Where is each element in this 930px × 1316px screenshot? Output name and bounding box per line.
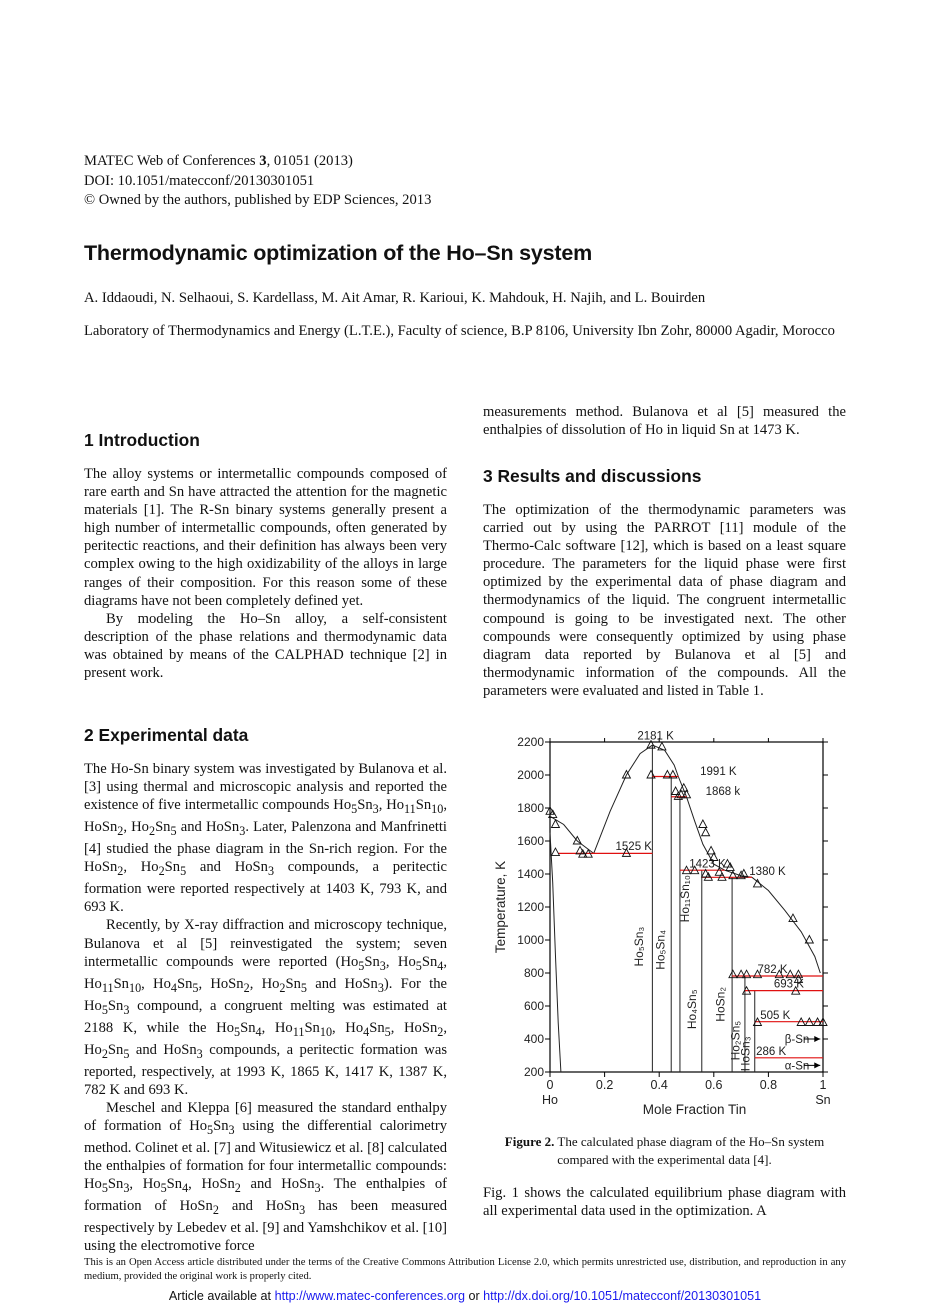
- x-tick-label: 0.8: [759, 1078, 778, 1092]
- arrow-head: [814, 1036, 820, 1042]
- x-end-label: Ho: [542, 1093, 558, 1107]
- paragraph: The optimization of the thermodynamic parameters was carried out by using the PARROT [11] module of the Thermo-Calc software [12], which is based on a least square procedure. The parameters for the liquid phase were first optimized by the experimental data of phase diagram and thermodynamics of the liquid. The congruent intermetallic compound is going to be investigated next. The other compounds were consequently optimized by using phase diagram data reported by Bulanova et al [5] and thermodynamic information of the compounds. All the parameters were evaluated and listed in Table 1.: [483, 502, 846, 699]
- invariant-label: 1868 k: [705, 785, 741, 798]
- phase-label: α-Sn: [784, 1060, 810, 1073]
- x-tick-label: 0.6: [705, 1078, 723, 1092]
- arrow-head: [814, 1062, 820, 1068]
- paragraph: The Ho-Sn binary system was investigated by Bulanova et al. [3] using thermal and microscopic analysis and reported the existence of five intermetallic compounds $Ho_5Sn_3$, $Ho_{11}Sn_{10}$, HoSn$_2$, $Ho_2Sn_5$ and HoSn$_3$. Later, Palenzona and Manfrinetti [4] studied the phase diagram in the Sn-rich region. For the HoSn$_2$, $Ho_2Sn_5$ and HoSn$_3$ compounds, a peritectic formation were reported respectively at 1403 K, 793 K, and 693 K.: [84, 761, 447, 916]
- figure-caption: Figure 2. The calculated phase diagram of the Ho–Sn system compared with the experimental data [4].: [504, 1134, 825, 1167]
- liquidus-curve: [594, 745, 752, 877]
- x-end-label: Sn: [815, 1093, 831, 1107]
- invariant-label: 1525 K: [615, 841, 652, 854]
- invariant-label: 1991 K: [700, 766, 737, 778]
- journal-link[interactable]: http://www.matec-conferences.org: [274, 1289, 465, 1303]
- journal-line: MATEC Web of Conferences 3, 01051 (2013): [84, 153, 353, 169]
- compound-label: HoSn₂: [713, 987, 728, 1022]
- compound-label: HoSn₃: [738, 1036, 753, 1072]
- invariant-label: 505 K: [760, 1009, 791, 1022]
- results-body-continued: [483, 1184, 846, 1220]
- introduction-body: [84, 465, 447, 682]
- y-tick-label: 2200: [517, 735, 544, 749]
- phase-label: β-Sn: [784, 1034, 810, 1046]
- experimental-body: [84, 760, 447, 1255]
- paragraph: Recently, by X-ray diffraction and microscopy technique, Bulanova et al [5] reinvestigated the system; seven intermetallic compounds were reported ($Ho_5Sn_3$, $Ho_5Sn_4$, $Ho_{11}Sn_{10}$, $Ho_4Sn_5$, HoSn$_2$, $Ho_2Sn_5$ and HoSn$_3$). For the $Ho_5Sn_3$ compound, a congruent melting was estimated at 2188 K, while the $Ho_5Sn_4$, $Ho_{11}Sn_{10}$, $Ho_4Sn_5$, HoSn$_2$, $Ho_2Sn_5$ and HoSn$_3$ compounds, a peritectic formation was reported, respectively, at 1993 K, 1865 K, 1417 K, 1387 K, 782 K and 693 K.: [84, 917, 447, 1098]
- paragraph: Fig. 1 shows the calculated equilibrium phase diagram with all experimental data used in the optimization. A: [483, 1185, 846, 1220]
- invariant-label: 2181 K: [637, 730, 674, 743]
- y-tick-label: 400: [523, 1032, 544, 1046]
- section-heading-results: 3 Results and discussions: [483, 466, 702, 486]
- availability-footer: Article available at http://www.matec-conferences.org or http://dx.doi.org/10.1051/matecconf/20130301051: [168, 1289, 762, 1303]
- invariant-label: 693 K: [773, 978, 804, 991]
- results-body: [483, 501, 846, 700]
- y-tick-label: 800: [523, 966, 544, 980]
- x-tick-label: 0.2: [595, 1078, 614, 1092]
- x-axis-label: Mole Fraction Tin: [642, 1102, 747, 1117]
- author-list: A. Iddaoudi, N. Selhaoui, S. Kardellass, M. Ait Amar, R. Karioui, K. Mahdouk, H. Najih, and L. Bouirden: [84, 290, 706, 306]
- compound-label: Ho₁₁Sn₁₀: [678, 875, 693, 923]
- y-tick-label: 1800: [517, 801, 544, 815]
- experimental-point: [699, 820, 707, 828]
- x-tick-label: 1: [819, 1078, 827, 1092]
- y-tick-label: 2000: [517, 768, 544, 782]
- solvus-curve: [550, 833, 561, 1072]
- y-tick-label: 1600: [517, 834, 544, 848]
- paragraph: measurements method. Bulanova et al [5] measured the enthalpies of dissolution of Ho in liquid Sn at 1473 K.: [483, 404, 846, 439]
- y-tick-label: 200: [523, 1065, 544, 1079]
- y-tick-label: 1400: [517, 867, 544, 881]
- x-tick-label: 0: [546, 1078, 554, 1092]
- liquidus-curve: [752, 877, 820, 973]
- compound-label: Ho₅Sn₄: [653, 930, 668, 970]
- compound-label: Ho₅Sn₃: [631, 926, 646, 967]
- y-tick-label: 600: [523, 999, 544, 1013]
- experimental-point: [672, 787, 680, 795]
- license-footer: This is an Open Access article distributed under the terms of the Creative Commons Attribution License 2.0, which permits unrestricted use, distribution, and reproduction in any medium, provided the original work is properly cited.: [84, 1257, 846, 1283]
- section-heading-introduction: 1 Introduction: [84, 430, 200, 450]
- section-heading-experimental: 2 Experimental data: [84, 725, 249, 745]
- experimental-point: [702, 828, 710, 836]
- paragraph: By modeling the Ho–Sn alloy, a self-consistent description of the phase relations and thermodynamic data was obtained by means of the CALPHAD technique [2] in present work.: [84, 610, 447, 682]
- paragraph: The alloy systems or intermetallic compounds composed of rare earth and Sn have attracted the attention for the magnetic materials [1]. The R-Sn binary systems generally present a high number of intermetallic compounds, often generated by peritectic reactions, and their definition has always been very complex owing to the high oxidizability of the alloys in large ranges of their composition. For this reason some of these diagrams have not been completely defined yet.: [84, 466, 447, 609]
- paragraph: Meschel and Kleppa [6] measured the standard enthalpy of formation of $Ho_5Sn_3$ using the differential calorimetry method. Colinet et al. [7] and Witusiewicz et al. [8] calculated the enthalpies of formation for four intermetallic compounds: $Ho_5Sn_3$, $Ho_5Sn_4$, HoSn$_2$ and HoSn$_3$. The enthalpies of formation of HoSn$_2$ and HoSn$_3$ has been measured respectively by Lebedev et al. [9] and Yamshchikov et al. [10] using the electromotive force: [84, 1099, 447, 1255]
- affiliation: Laboratory of Thermodynamics and Energy (L.T.E.), Faculty of science, B.P 8106, University Ibn Zohr, 80000 Agadir, Morocco: [84, 323, 835, 339]
- invariant-label: 1380 K: [749, 865, 786, 878]
- y-tick-label: 1000: [517, 933, 544, 947]
- phase-diagram-figure: [483, 722, 846, 1122]
- copyright-line: © Owned by the authors, published by EDP Sciences, 2013: [84, 192, 432, 208]
- running-header: [84, 152, 431, 211]
- invariant-label: 1423 K: [689, 858, 726, 871]
- invariant-label: 286 K: [756, 1046, 787, 1059]
- compound-label: Ho₂Sn₅: [728, 1020, 743, 1061]
- experimental-body-continued: [483, 403, 846, 439]
- doi-link[interactable]: http://dx.doi.org/10.1051/matecconf/20130301051: [483, 1289, 762, 1303]
- invariant-label: 782 K: [757, 964, 788, 976]
- y-tick-label: 1200: [517, 900, 544, 914]
- compound-label: Ho₄Sn₅: [685, 989, 700, 1030]
- y-axis-label: Temperature, K: [493, 860, 508, 954]
- paper-title: Thermodynamic optimization of the Ho–Sn system: [84, 241, 593, 265]
- x-tick-label: 0.4: [650, 1078, 668, 1092]
- experimental-point: [753, 879, 761, 887]
- experimental-point: [551, 848, 559, 856]
- doi-line: DOI: 10.1051/matecconf/20130301051: [84, 172, 315, 189]
